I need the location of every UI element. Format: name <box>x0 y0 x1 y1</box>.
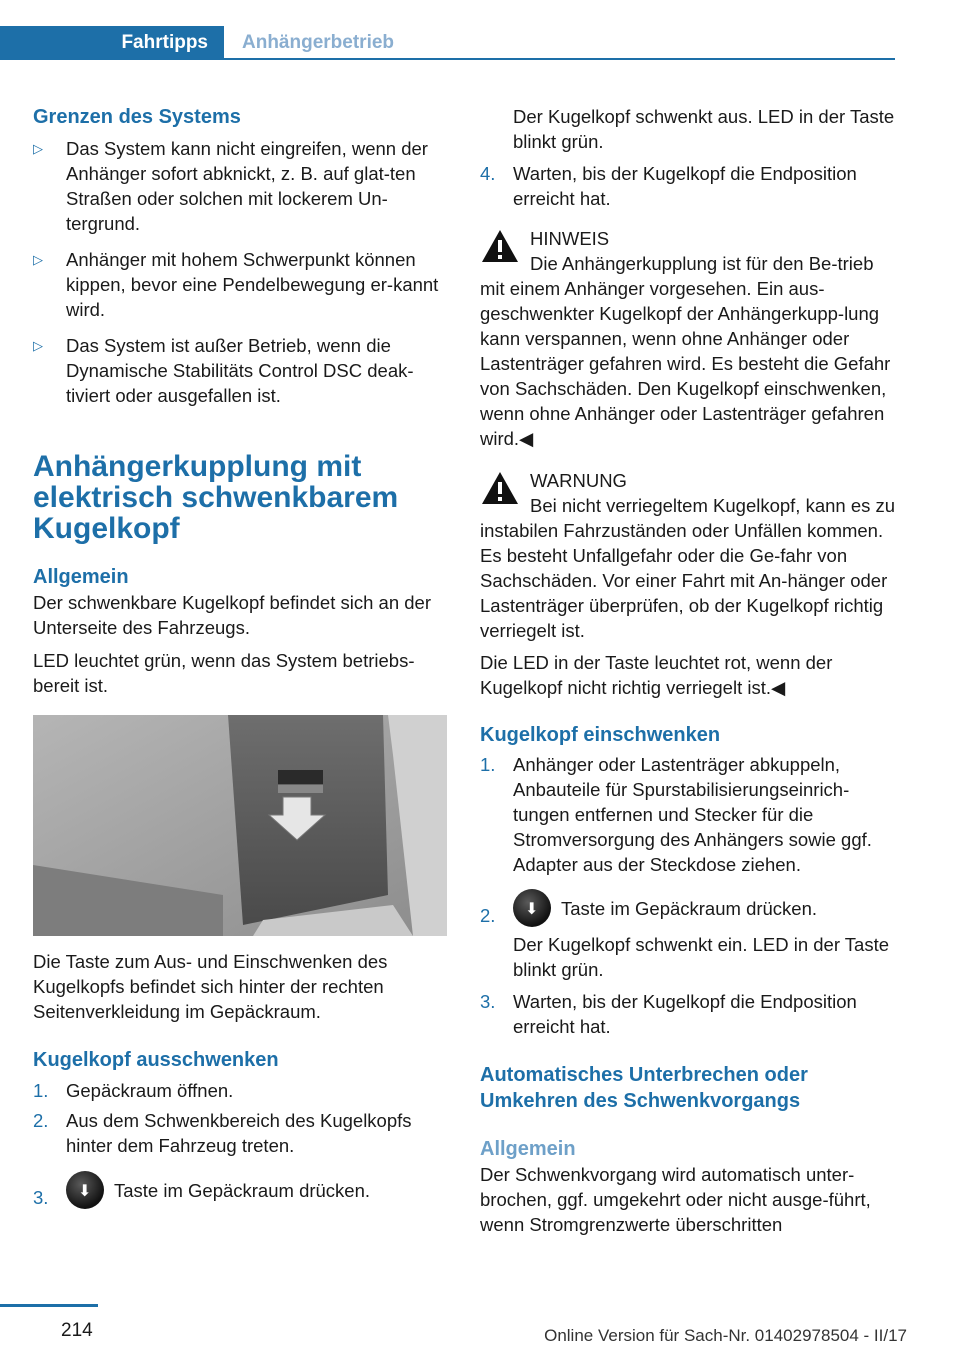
page-number: 214 <box>61 1320 93 1341</box>
triangle-bullet-icon: ▷ <box>33 141 43 156</box>
hint-box <box>480 226 896 251</box>
warning-triangle-icon <box>480 470 520 506</box>
trunk-panel-illustration <box>33 715 447 936</box>
auto-paragraph: Der Schwenkvorgang wird automatisch unter-brochen, ggf. umgekehrt oder nicht ausge-führt, wenn Stromgrenzwerte überschritten <box>480 1164 871 1235</box>
triangle-bullet-icon: ▷ <box>33 338 43 353</box>
list-item: ▷ Das System kann nicht eingreifen, wenn der Anhänger sofort abknickt, z. B. auf glat-ten Straßen oder solchen mit lockerem Un-tergrund. <box>33 138 428 234</box>
warning-box <box>480 468 896 493</box>
limits-heading: Grenzen des Systems <box>33 106 241 128</box>
general-paragraph: LED leuchtet grün, wenn das System betriebs-bereit ist. <box>33 650 415 696</box>
trunk-panel-photo <box>33 715 447 936</box>
list-item: 2. Aus dem Schwenkbereich des Kugelkopfs hinter dem Fahrzeug treten. <box>33 1110 412 1156</box>
list-item: 1. Gepäckraum öffnen. <box>33 1080 234 1101</box>
trailer-button-icon <box>66 1171 104 1209</box>
auto-general-heading: Allgemein <box>480 1138 576 1160</box>
list-item: ▷ Das System ist außer Betrieb, wenn die Dynamische Stabilitäts Control DSC deak-tiviert oder ausgefallen ist. <box>33 335 414 406</box>
list-item-continuation: Der Kugelkopf schwenkt ein. LED in der Taste blinkt grün. <box>513 934 890 980</box>
online-version-note: Online Version für Sach-Nr. 01402978504 - II/17 <box>544 1326 907 1345</box>
hint-label: HINWEIS <box>530 228 610 249</box>
general-paragraph: Der schwenkbare Kugelkopf befindet sich an der Unterseite des Fahrzeugs. <box>33 592 431 638</box>
list-item: 3. ⬇ Taste im Gepäckraum drücken. <box>33 1171 447 1209</box>
warning-triangle-icon <box>480 228 520 264</box>
triangle-bullet-icon: ▷ <box>33 252 43 267</box>
tab-anhaengerbetrieb-label: Anhängerbetrieb <box>242 32 395 53</box>
tab-fahrtipps[interactable] <box>0 26 224 60</box>
warning-text: Bei nicht verriegeltem Kugelkopf, kann es zu instabilen Fahrzuständen oder Unfällen kommen. Es besteht Unfallgefahr oder die Ge-fahr von Sachschäden. Vor einer Fahrt mit An-hänger oder Lastenträger überprüfen, ob der Kugelkopf richtig verriegelt ist. <box>480 495 896 641</box>
general-heading: Allgemein <box>33 566 129 588</box>
warning-paragraph: Die LED in der Taste leuchtet rot, wenn der Kugelkopf nicht richtig verriegelt ist.◀ <box>480 652 833 698</box>
left-column <box>33 104 447 1209</box>
hint-text: Die Anhängerkupplung ist für den Be-trieb mit einem Anhänger vorgesehen. Ein aus-geschwenkter Kugelkopf der Anhängerkupp-lung kann verspannen, wenn ohne Anhänger oder Lastenträger gefahren wird. Es besteht die Gefahr von Sachschäden. Den Kugelkopf einschwenken, wenn ohne Anhänger oder Lastenträger gefahren wird.◀ <box>480 253 891 449</box>
list-item: ▷ Anhänger mit hohem Schwerpunkt können kippen, bevor eine Pendelbewegung er-kannt wird. <box>33 249 439 320</box>
list-item: 1. Anhänger oder Lastenträger abkuppeln, Anbauteile für Spurstabilisierungseinrich-tungen entfernen und Stecker für die Stromversorgung des Anhängers sowie ggf. Adapter aus der Steckdose ziehen. <box>480 754 872 875</box>
list-item-continuation: Der Kugelkopf schwenkt aus. LED in der Taste blinkt grün. <box>513 106 895 152</box>
tab-fahrtipps-label: Fahrtipps <box>121 32 208 53</box>
header-bar <box>0 26 895 60</box>
list-item: 4. Warten, bis der Kugelkopf die Endposition erreicht hat. <box>480 163 857 209</box>
list-item: 2. ⬇ Taste im Gepäckraum drücken. <box>480 889 896 927</box>
main-title: Anhängerkupplung mit elektrisch schwenkbarem Kugelkopf <box>33 450 399 545</box>
tab-anhaengerbetrieb[interactable] <box>224 26 895 60</box>
swing-in-heading: Kugelkopf einschwenken <box>480 724 721 746</box>
footer-rule <box>0 1304 98 1307</box>
trailer-button-icon <box>513 889 551 927</box>
photo-caption: Die Taste zum Aus- und Einschwenken des Kugelkopfs befindet sich hinter der rechten Seitenverkleidung im Gepäckraum. <box>33 951 388 1022</box>
list-item: 3. Warten, bis der Kugelkopf die Endposition erreicht hat. <box>480 991 857 1037</box>
swing-out-heading: Kugelkopf ausschwenken <box>33 1049 279 1071</box>
right-column <box>480 104 896 1237</box>
auto-interrupt-heading: Automatisches Unterbrechen oder Umkehren des Schwenkvorgangs <box>480 1064 808 1112</box>
warning-label: WARNUNG <box>530 470 627 491</box>
